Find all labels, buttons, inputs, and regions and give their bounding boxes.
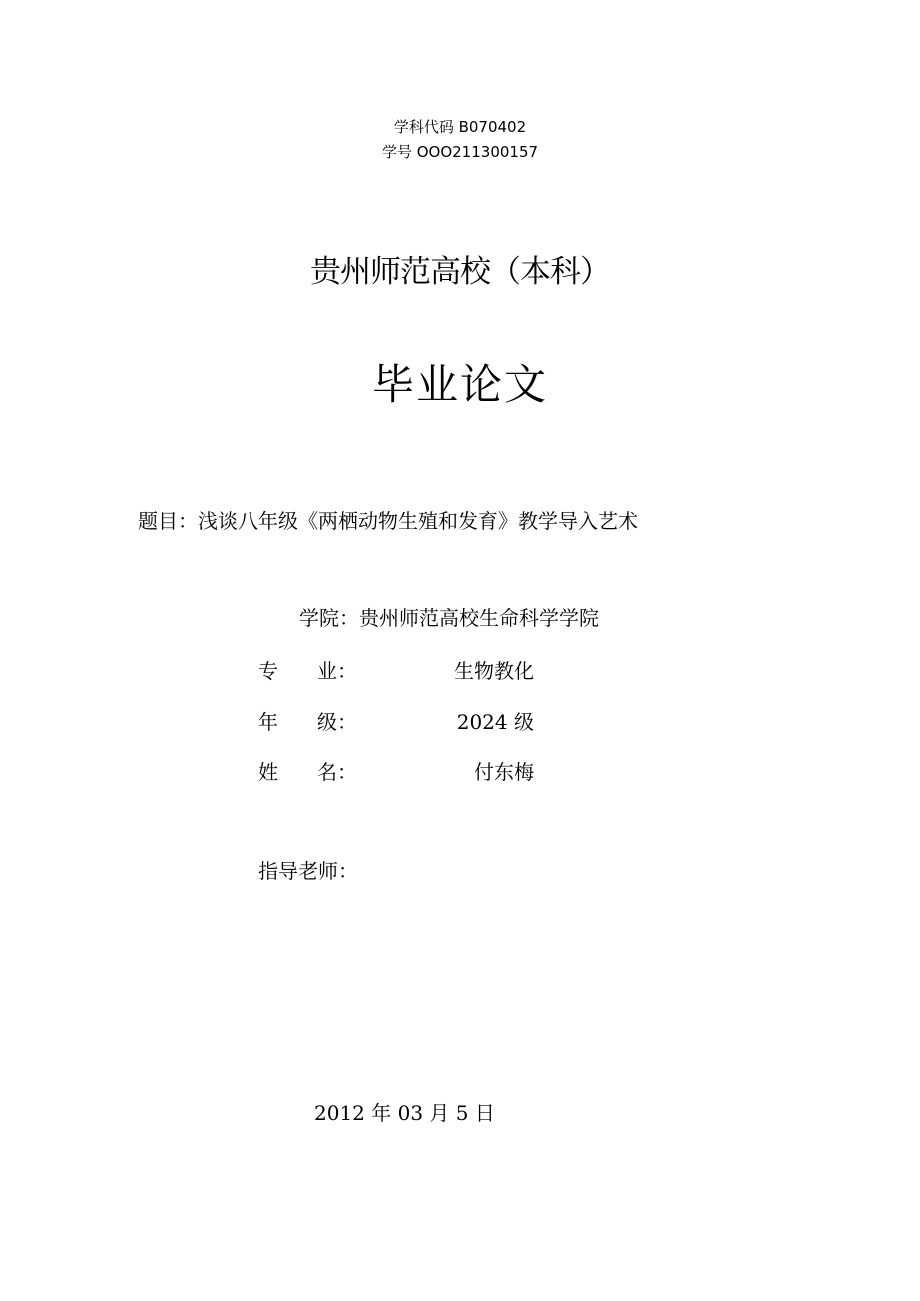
name-value: 付东梅: [474, 760, 534, 784]
advisor-label: 指导老师：: [258, 859, 358, 883]
grade-label-char2: 级: [317, 710, 337, 734]
grade-value: 2024 级: [456, 710, 534, 734]
document-type-heading: 毕业论文: [371, 360, 548, 409]
grade-label-char1: 年: [258, 710, 278, 734]
name-label-char1: 姓: [258, 760, 278, 784]
major-label-char2: 业: [317, 659, 337, 683]
university-name: 贵州师范高校（本科）: [310, 254, 610, 290]
thesis-title-line: [138, 505, 638, 534]
thesis-title: 浅谈八年级《两栖动物生殖和发育》教学导入艺术: [198, 509, 638, 533]
name-label-char2: 名: [317, 760, 337, 784]
major-label-colon: ：: [337, 659, 357, 683]
grade-label-colon: ：: [337, 710, 357, 734]
subject-code: 学科代码 B070402: [393, 118, 527, 136]
college-line: [299, 602, 599, 631]
thesis-title-label: 题目：: [138, 509, 198, 533]
college-label: 学院：: [299, 606, 359, 630]
major-value: 生物教化: [454, 659, 534, 683]
name-label-colon: ：: [337, 760, 357, 784]
college-value: 贵州师范高校生命科学学院: [359, 606, 599, 630]
major-label-char1: 专: [258, 659, 278, 683]
submission-date: 2012 年 03 月 5 日: [314, 1101, 495, 1125]
student-number: 学号 OOO211300157: [381, 143, 539, 161]
